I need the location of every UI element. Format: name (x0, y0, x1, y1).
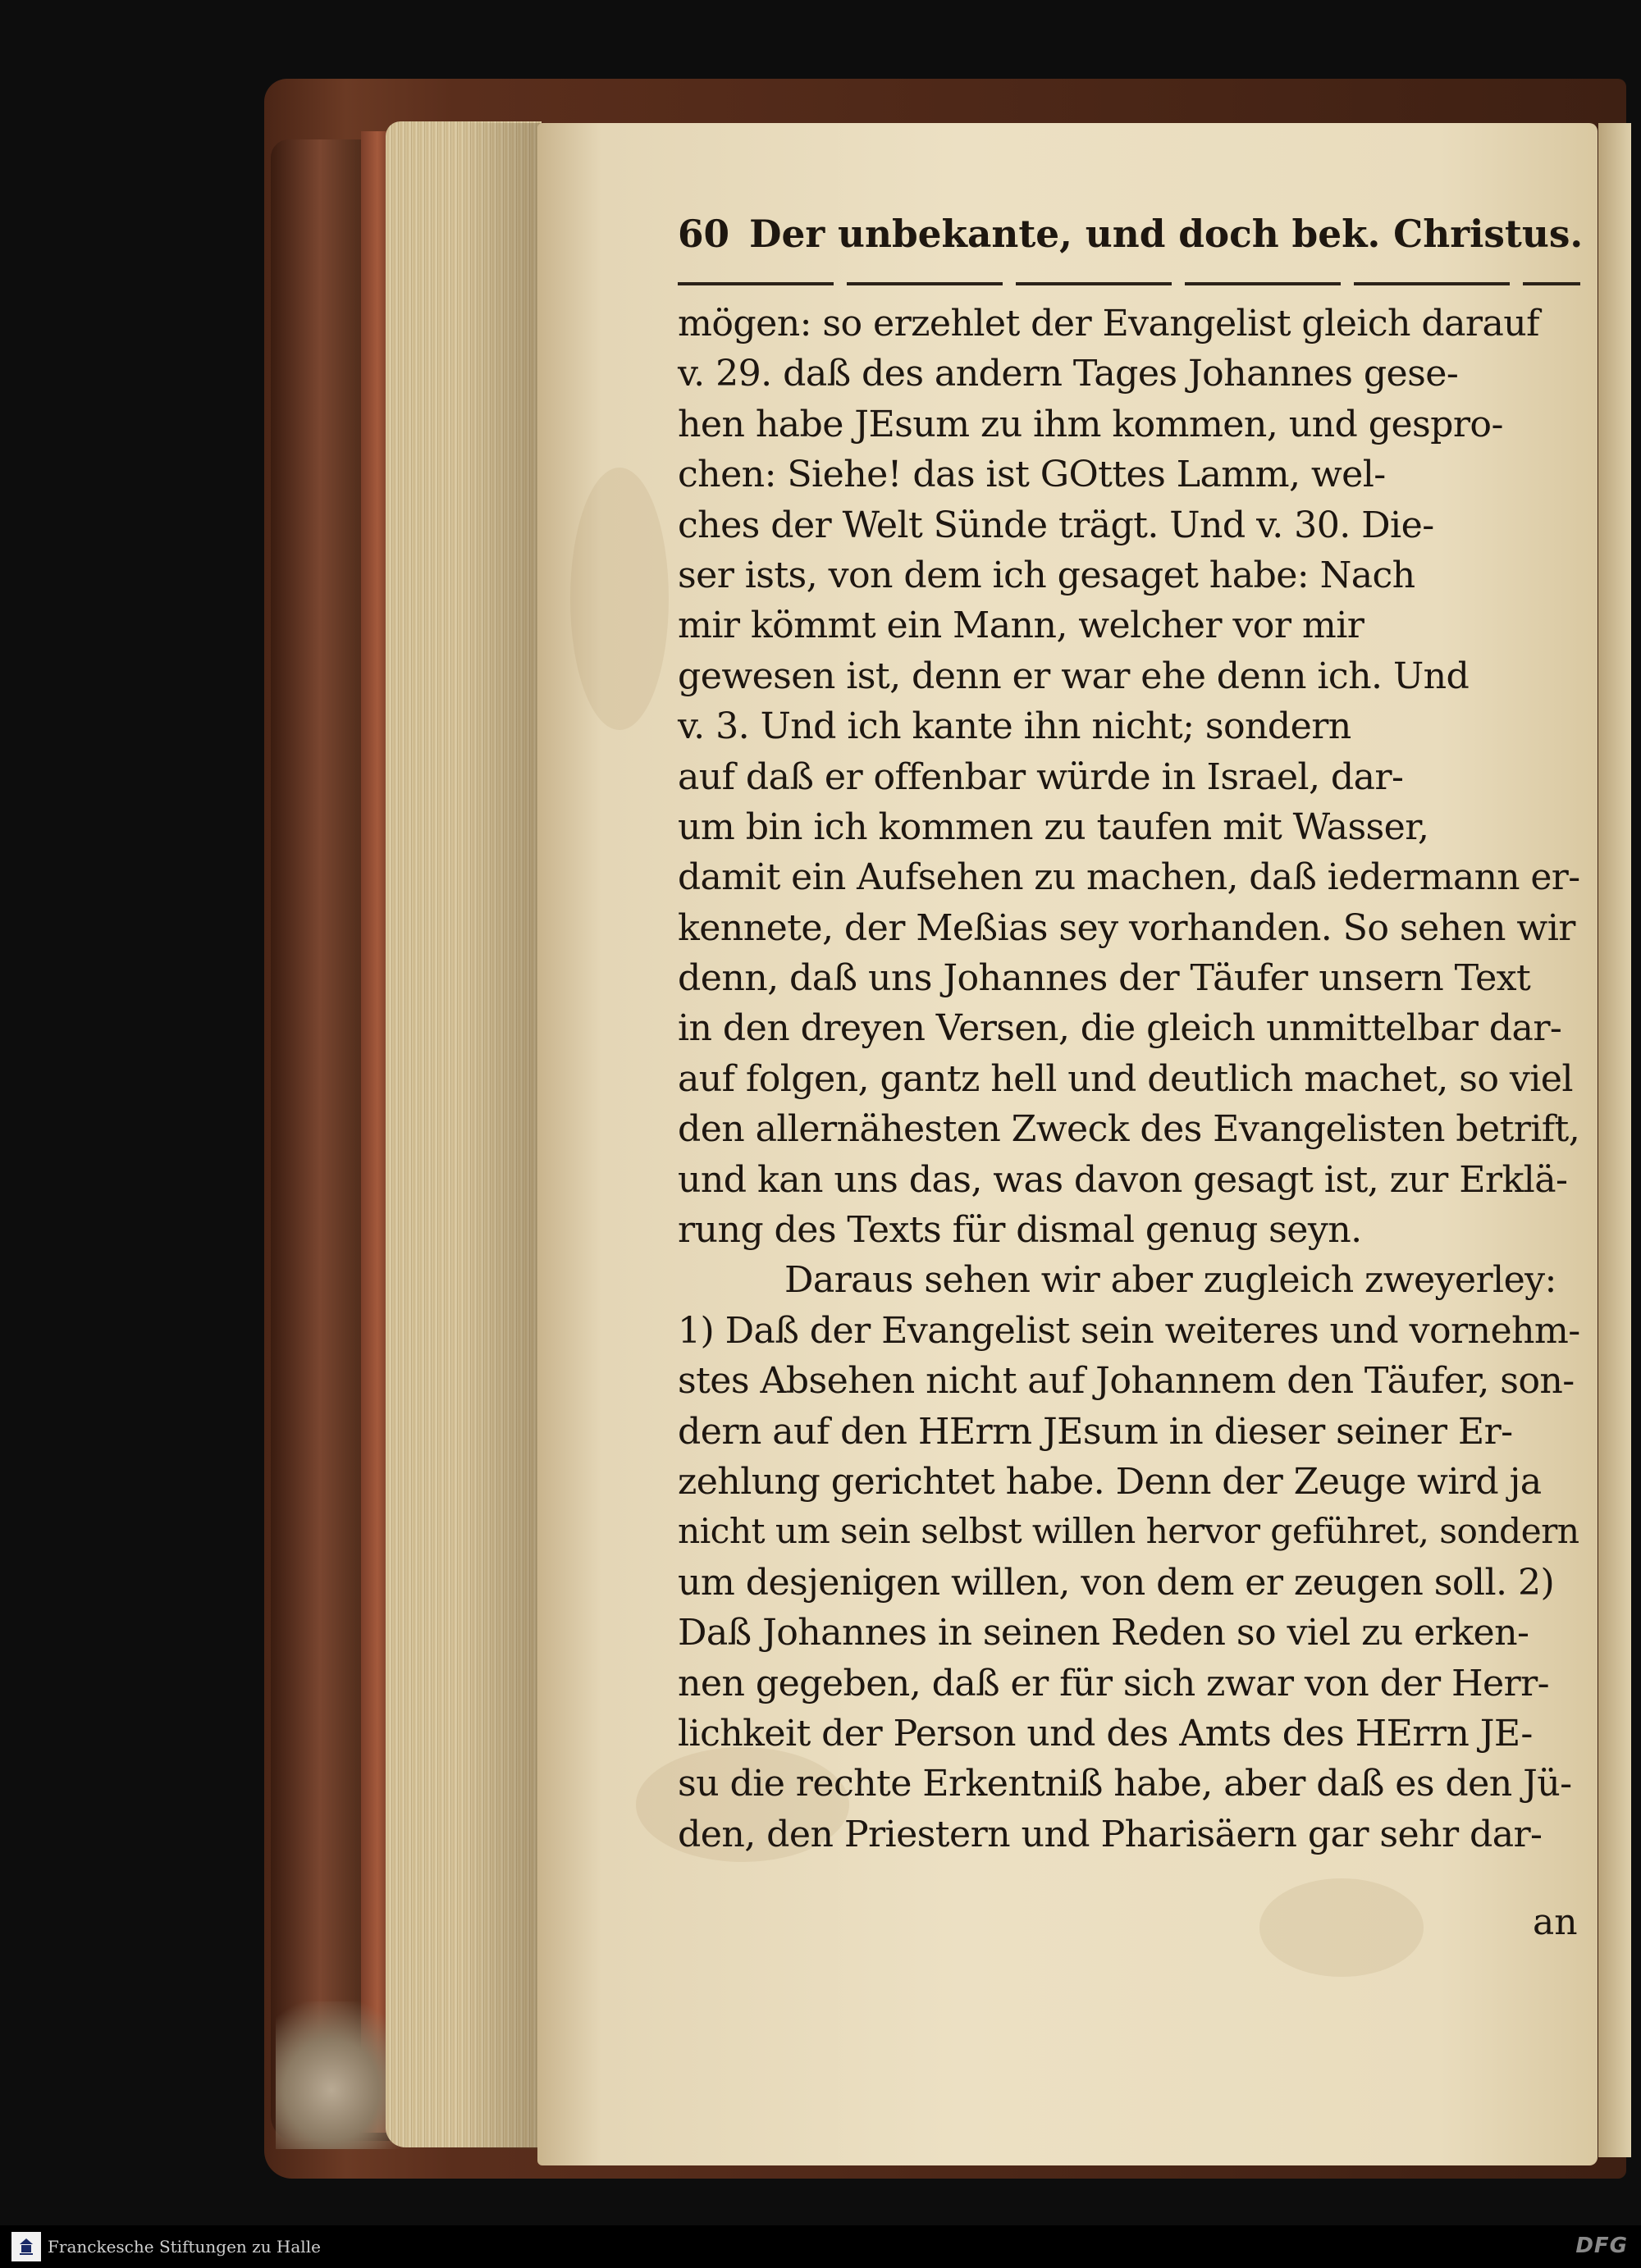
text-line: chen: Siehe! das ist GOttes Lamm, wel- (678, 454, 1386, 496)
text-line: auf daß er offenbar würde in Israel, dar- (678, 755, 1404, 798)
text-line: auf folgen, gantz hell und deutlich machet, so viel (678, 1057, 1573, 1100)
text-line: dern auf den HErrn JEsum in dieser seiner Er- (678, 1410, 1513, 1453)
viewer-footer (0, 2225, 1641, 2268)
paper-stain (570, 468, 669, 730)
text-line: ches der Welt Sünde trägt. Und v. 30. Die- (678, 504, 1434, 546)
text-line: gewesen ist, denn er war ehe denn ich. Und (678, 655, 1470, 697)
building-icon (18, 2237, 34, 2257)
text-line: zehlung gerichtet habe. Denn der Zeuge wird ja (678, 1460, 1542, 1503)
catchword: an (1533, 1901, 1578, 1943)
text-line: stes Absehen nicht auf Johannem den Täufer, son- (678, 1360, 1575, 1403)
text-line: ser ists, von dem ich gesaget habe: Nach (678, 554, 1415, 596)
text-line: hen habe JEsum zu ihm kommen, und gespro- (678, 403, 1503, 445)
gutter-shadow (459, 123, 542, 2149)
text-line: um bin ich kommen zu taufen mit Wasser, (678, 805, 1429, 848)
institution-name: Franckesche Stiftungen zu Halle (48, 2237, 321, 2257)
text-line: um desjenigen willen, von dem er zeugen soll. 2) (678, 1561, 1555, 1604)
running-head (678, 212, 1584, 274)
text-line: den, den Priestern und Pharisäern gar sehr dar- (678, 1813, 1543, 1855)
text-line: denn, daß uns Johannes der Täufer unsern Text (678, 957, 1531, 1000)
body-text (678, 299, 1585, 1860)
paper-stain (1259, 1878, 1424, 1977)
text-line: kennete, der Meßias sey vorhanden. So sehen wir (678, 906, 1575, 949)
text-line: nicht um sein selbst willen hervor geführet, sondern (678, 1512, 1579, 1553)
dfg-logo: DFG (1575, 2234, 1628, 2258)
facing-page-edge (1598, 123, 1631, 2157)
text-line: lichkeit der Person und des Amts des HErrn JE- (678, 1712, 1533, 1755)
text-line: mögen: so erzehlet der Evangelist gleich darauf (678, 303, 1539, 345)
text-line: und kan uns das, was davon gesagt ist, zur Erklä- (678, 1158, 1568, 1201)
text-line: rung des Texts für dismal genug seyn. (678, 1209, 1362, 1252)
text-line: Daß Johannes in seinen Reden so viel zu erken- (678, 1612, 1529, 1654)
paragraph-first-line: Daraus sehen wir aber zugleich zweyerley: (784, 1259, 1556, 1302)
text-line: den allernähesten Zweck des Evangelisten betrift, (678, 1108, 1580, 1151)
text-line: mir kömmt ein Mann, welcher vor mir (678, 605, 1364, 647)
text-line: su die rechte Erkentniß habe, aber daß es den Jü- (678, 1763, 1572, 1805)
text-line: v. 3. Und ich kante ihn nicht; sondern (678, 705, 1351, 748)
header-rule (678, 282, 1580, 285)
text-line: 1) Daß der Evangelist sein weiteres und vornehm- (678, 1309, 1580, 1352)
page-number: 60 (678, 212, 730, 256)
text-line: in den dreyen Versen, die gleich unmittelbar dar- (678, 1007, 1562, 1050)
text-line: v. 29. daß des andern Tages Johannes gese- (678, 353, 1459, 395)
text-line: damit ein Aufsehen zu machen, daß iedermann er- (678, 856, 1580, 899)
running-title: Der unbekante, und doch bek. Christus. (749, 212, 1584, 256)
text-line: nen gegeben, daß er für sich zwar von der Herr- (678, 1662, 1550, 1704)
